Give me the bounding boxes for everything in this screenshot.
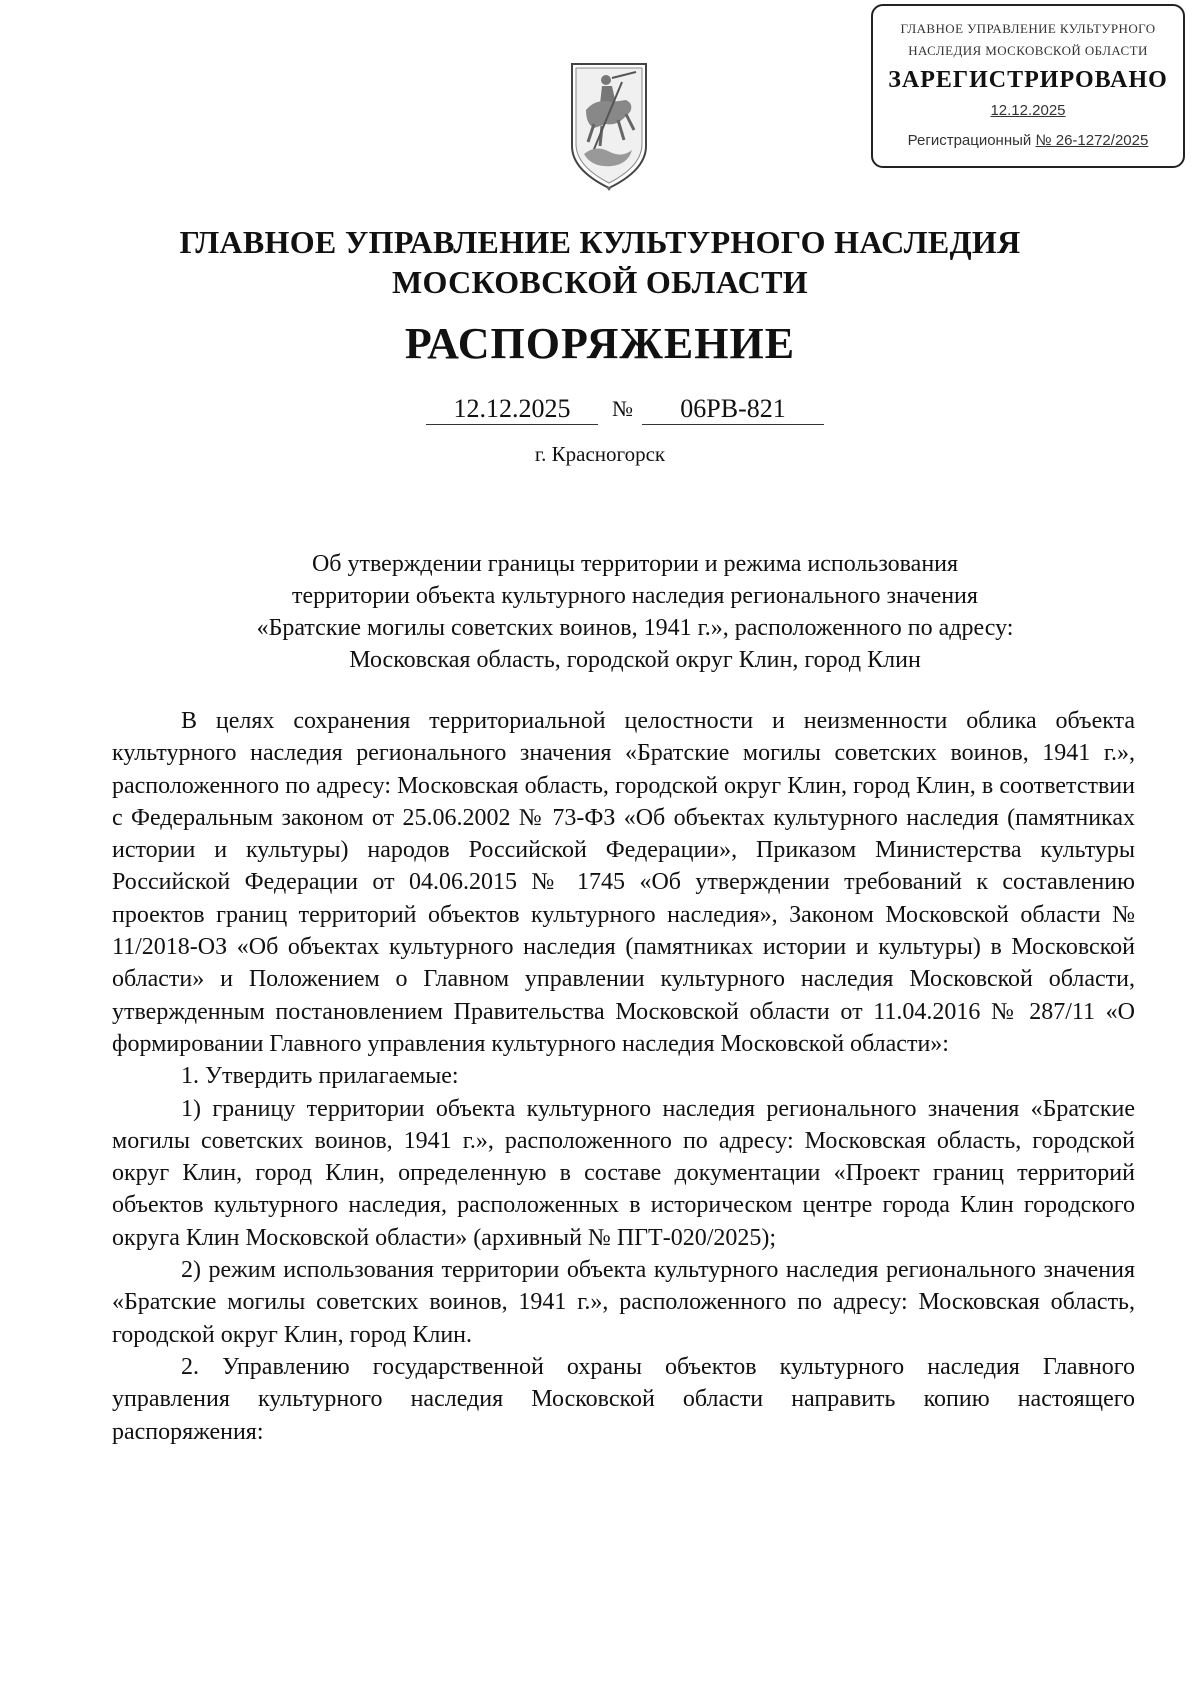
organization-title-line: МОСКОВСКОЙ ОБЛАСТИ (392, 264, 808, 300)
stamp-org-line: НАСЛЕДИЯ МОСКОВСКОЙ ОБЛАСТИ (908, 43, 1148, 58)
stamp-reg-label: Регистрационный (907, 132, 1032, 149)
document-type: РАСПОРЯЖЕНИЕ (404, 319, 796, 368)
stamp-date: 12.12.2025 (990, 102, 1066, 119)
document-number: 06РВ-821 (642, 394, 824, 425)
stamp-org-line: ГЛАВНОЕ УПРАВЛЕНИЕ КУЛЬТУРНОГО (900, 21, 1156, 36)
clause-1-paragraph: 1. Утвердить прилагаемые: (181, 1063, 459, 1090)
stamp-org (873, 16, 1183, 60)
organization-title (0, 222, 1200, 302)
clause-1-2-paragraph: 2) режим использования территории объекта культурного наследия регионального значения «Братские могилы советских воинов, 1941 г.», расположенного по адресу: Московская область, городской округ Клин, город Клин. (112, 1257, 1135, 1348)
subject-line: Московская область, городской округ Клин, город Клин (349, 647, 921, 673)
clause-1-1-paragraph: 1) границу территории объекта культурного наследия регионального значения «Братские могилы советских воинов, 1941 г.», расположенного по адресу: Московская область, городской округ Клин, город Клин, определенную в составе документации «Проект границ территорий объектов культурного наследия, расположенных в историческом центре города Клин городского округа Клин Московской области» (архивный № ПГТ-020/2025); (112, 1095, 1135, 1251)
number-sign: № (612, 396, 633, 421)
stamp-reg-number (873, 132, 1183, 150)
clause-2-paragraph: 2. Управлению государственной охраны объектов культурного наследия Главного управления культурного наследия Московской области направить копию настоящего распоряжения: (112, 1353, 1135, 1445)
document-subject (130, 548, 1140, 676)
organization-title-line: ГЛАВНОЕ УПРАВЛЕНИЕ КУЛЬТУРНОГО НАСЛЕДИЯ (179, 224, 1021, 260)
subject-line: «Братские могилы советских воинов, 1941 г.», расположенного по адресу: (256, 615, 1014, 641)
registration-stamp (871, 4, 1185, 168)
document-body (112, 705, 1135, 1448)
moscow-oblast-coat-of-arms-icon (566, 58, 652, 192)
subject-line: территории объекта культурного наследия регионального значения (292, 583, 978, 609)
stamp-reg-num: № 26-1272/2025 (1035, 132, 1149, 149)
document-city: г. Красногорск (534, 442, 666, 466)
subject-line: Об утверждении границы территории и режима использования (311, 551, 959, 577)
document-date: 12.12.2025 (426, 394, 598, 425)
preamble-paragraph: В целях сохранения территориальной целостности и неизменности облика объекта культурного наследия регионального значения «Братские могилы советских воинов, 1941 г.», расположенного по адресу: Московская область, городской округ Клин, город Клин, в соответствии с Федеральным законом от 25.06.2002 № 73-ФЗ «Об объектах культурного наследия (памятниках истории и культуры) народов Российской Федерации», Приказом Министерства культуры Российской Федерации от 04.06.2015 № 1745 «Об утверждении требований к составлению проектов границ территорий объектов культурного наследия», Законом Московской области № 11/2018-ОЗ «Об объектах культурного наследия (памятниках истории и культуры) в Московской области» и Положением о Главном управлении культурного наследия Московской области, утвержденным постановлением Правительства Московской области от 11.04.2016 № 287/11 «О формировании Главного управления культурного наследия Московской области»: (112, 708, 1135, 1057)
stamp-status: ЗАРЕГИСТРИРОВАНО (888, 67, 1168, 93)
